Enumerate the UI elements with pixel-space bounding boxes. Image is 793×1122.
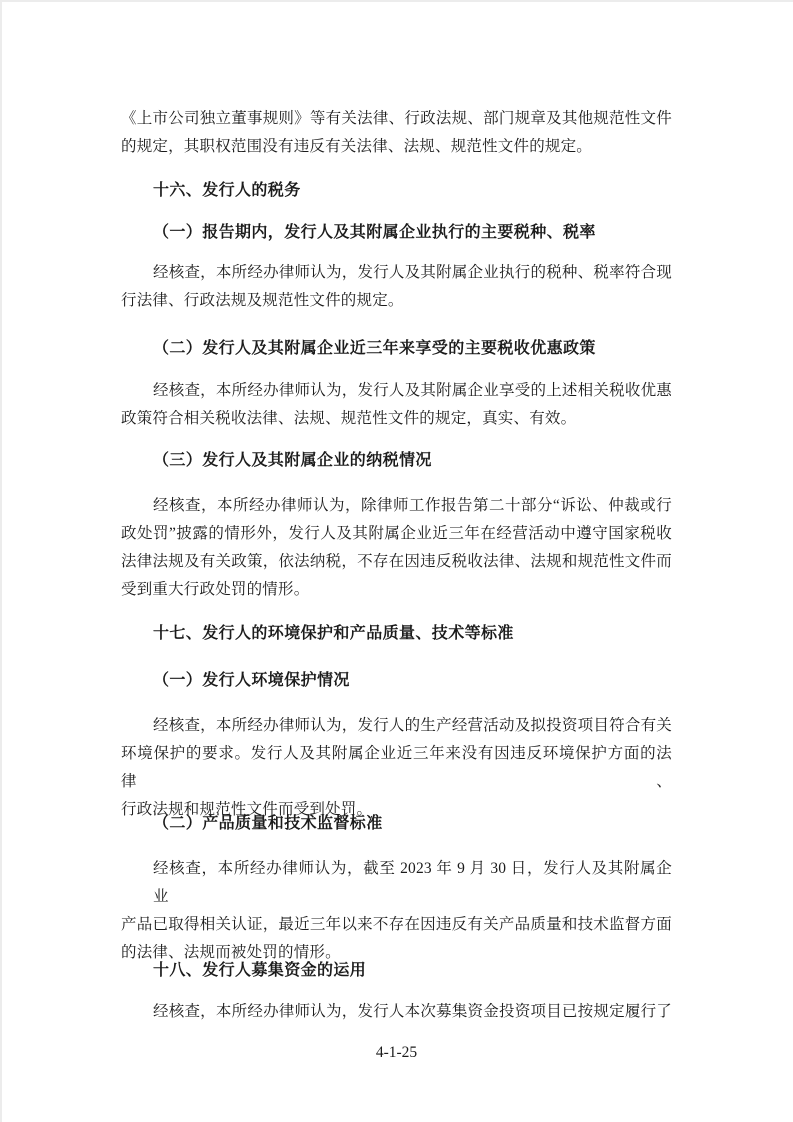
paragraph: [121, 377, 672, 433]
text-line: 环境保护的要求。发行人及其附属企业近三年来没有因违反环境保护方面的法律、: [121, 745, 672, 790]
section-heading: [121, 667, 672, 695]
text-line: 经核查，本所经办律师认为，发行人本次募集资金投资项目已按规定履行了: [153, 1003, 672, 1020]
heading-text: 十七、发行人的环境保护和产品质量、技术等标准: [153, 625, 514, 642]
text-line: 产品已取得相关认证，最近三年以来不存在因违反有关产品质量和技术监督方面: [121, 916, 672, 933]
paragraph: [121, 259, 672, 315]
heading-text: （二）发行人及其附属企业近三年来享受的主要税收优惠政策: [153, 340, 596, 357]
section-heading: [121, 335, 672, 363]
paragraph: [121, 105, 672, 161]
paragraph: [121, 855, 672, 967]
text-line: 受到重大行政处罚的情形。: [121, 581, 310, 598]
heading-text: （三）发行人及其附属企业的纳税情况: [153, 452, 432, 469]
section-heading: [121, 177, 672, 205]
text-line: 经核查，本所经办律师认为，发行人的生产经营活动及拟投资项目符合有关: [153, 717, 672, 734]
page-number: 4-1-25: [375, 1044, 418, 1061]
text-line: 经核查，本所经办律师认为，发行人及其附属企业执行的税种、税率符合现: [153, 264, 672, 281]
section-heading: [121, 810, 672, 838]
paragraph: [121, 492, 672, 604]
section-heading: [121, 620, 672, 648]
text-line: 经核查，本所经办律师认为，除律师工作报告第二十部分“诉讼、仲裁或行: [153, 497, 672, 514]
heading-text: （一）发行人环境保护情况: [153, 672, 350, 689]
text-line: 《上市公司独立董事规则》等有关法律、行政法规、部门规章及其他规范性文件: [121, 110, 672, 127]
paragraph: [121, 712, 672, 824]
text-line: 的法律、法规而被处罚的情形。: [121, 944, 341, 961]
text-line: 政处罚”披露的情形外，发行人及其附属企业近三年在经营活动中遵守国家税收: [121, 525, 672, 542]
section-heading: [121, 219, 672, 247]
text-line: 法律法规及有关政策，依法纳税，不存在因违反税收法律、法规和规范性文件而: [121, 553, 672, 570]
heading-text: 十八、发行人募集资金的运用: [153, 962, 367, 979]
text-line: 行法律、行政法规及规范性文件的规定。: [121, 292, 404, 309]
heading-text: 十六、发行人的税务: [153, 182, 301, 199]
text-line: 政策符合相关税收法律、法规、规范性文件的规定，真实、有效。: [121, 410, 577, 427]
text-line: 行政法规和规范性文件而受到处罚。: [121, 801, 373, 818]
section-heading: [121, 957, 672, 985]
text-line: 经核查，本所经办律师认为，截至 2023 年 9 月 30 日，发行人及其附属企业: [153, 860, 672, 905]
text-line: 的规定，其职权范围没有违反有关法律、法规、规范性文件的规定。: [121, 138, 593, 155]
heading-text: （二）产品质量和技术监督标准: [153, 815, 383, 832]
text-line: 经核查，本所经办律师认为，发行人及其附属企业享受的上述相关税收优惠: [153, 382, 672, 399]
heading-text: （一）报告期内，发行人及其附属企业执行的主要税种、税率: [153, 224, 596, 241]
section-heading: [121, 447, 672, 475]
paragraph: [121, 998, 672, 1026]
